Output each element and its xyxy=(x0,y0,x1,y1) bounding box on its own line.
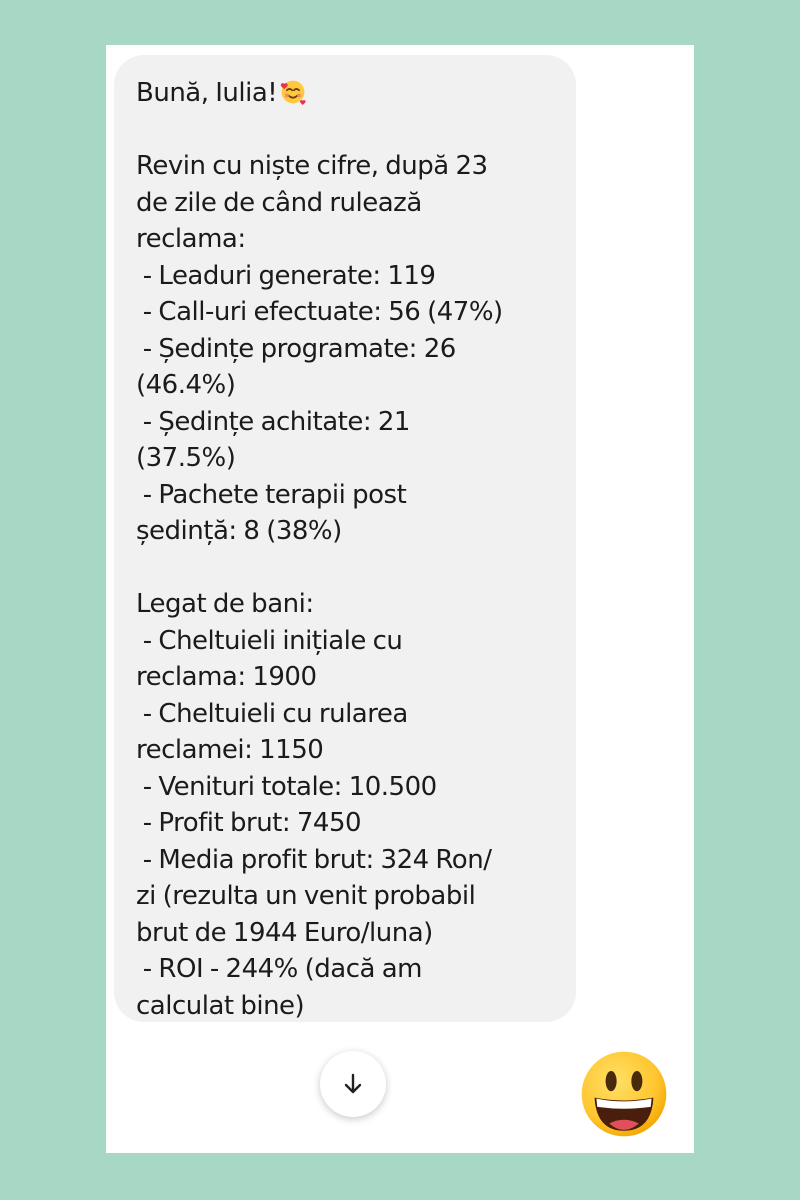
chat-screen xyxy=(106,45,694,1153)
message-line: - Call-uri efectuate: 56 (47%) xyxy=(136,297,503,327)
smiling-face-with-hearts-icon xyxy=(279,78,307,106)
message-line: (46.4%) xyxy=(136,370,236,400)
message-line xyxy=(136,550,562,587)
message-line xyxy=(136,112,562,149)
message-line: ședință: 8 (38%) xyxy=(136,516,342,546)
message-line: - Cheltuieli cu rularea xyxy=(136,698,408,729)
message-line: - Pachete terapii post xyxy=(136,479,407,510)
arrow-down-icon xyxy=(342,1072,364,1096)
grinning-face-icon xyxy=(578,1048,670,1140)
message-line: reclamei: 1150 xyxy=(136,735,324,765)
scroll-to-bottom-button[interactable] xyxy=(320,1051,386,1117)
message-line: - Ședințe achitate: 21 xyxy=(136,406,410,437)
message-line: - ROI - 244% (dacă am xyxy=(136,954,422,984)
message-greeting-line xyxy=(136,75,562,112)
message-line: reclama: xyxy=(136,224,246,254)
message-line: calculat bine) xyxy=(136,990,305,1021)
message-line: reclama: 1900 xyxy=(136,662,317,692)
message-line: - Media profit brut: 324 Ron/ xyxy=(136,844,492,875)
message-line: brut de 1944 Euro/luna) xyxy=(136,917,433,948)
message-line: de zile de când rulează xyxy=(136,187,422,218)
message-line: Revin cu niște cifre, după 23 xyxy=(136,151,488,181)
message-line: - Profit brut: 7450 xyxy=(136,808,362,838)
message-line: (37.5%) xyxy=(136,443,236,473)
message-line: - Leaduri generate: 119 xyxy=(136,260,436,291)
message-line: Legat de bani: xyxy=(136,589,314,619)
message-line: - Cheltuieli inițiale cu xyxy=(136,625,403,656)
message-line: - Venituri totale: 10.500 xyxy=(136,771,437,802)
message-line: zi (rezulta un venit probabil xyxy=(136,881,476,911)
message-bubble xyxy=(114,55,576,1022)
message-line: - Ședințe programate: 26 xyxy=(136,333,456,364)
message-greeting: Bună, Iulia! xyxy=(136,78,278,108)
